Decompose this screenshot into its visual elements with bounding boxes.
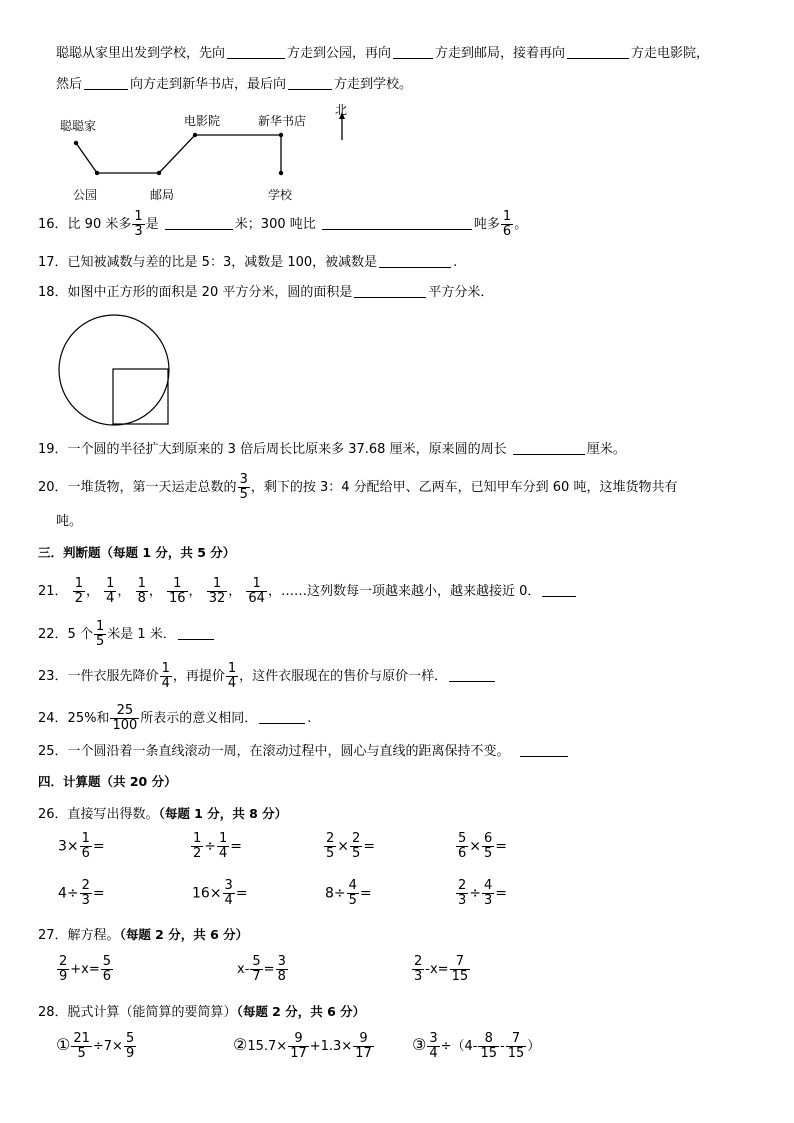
answer-blank[interactable]: [178, 625, 214, 640]
fraction: $\frac{5}{6}$: [458, 831, 467, 861]
fraction: $\frac{3}{5}$: [239, 472, 248, 502]
fraction: $\frac{5}{6}$: [102, 954, 112, 984]
fraction: $\frac{1}{3}$: [134, 209, 143, 239]
label-north: 北: [335, 103, 348, 117]
calc-expr-1: ① $\frac{21}{5}$ ÷7× $\frac{5}{9}$: [56, 1031, 135, 1061]
calc-item-1: 3× $\frac{1}{6}$ =: [58, 831, 105, 861]
fraction: $\frac{6}{5}$: [484, 831, 493, 861]
fraction: $\frac{7}{15}$: [507, 1031, 525, 1061]
q19: 19．一个圆的半径扩大到原来的 3 倍后周长比原来多 37.68 厘米，原来圆的周长 厘米。: [38, 442, 626, 457]
fraction: $\frac{8}{15}$: [480, 1031, 498, 1061]
fraction: $\frac{25}{100}$: [112, 703, 138, 733]
circle-shape: [59, 315, 169, 425]
label-park: 公园: [73, 188, 98, 202]
fraction: $\frac{5}{9}$: [125, 1031, 135, 1061]
fraction: $\frac{1}{2}$: [193, 831, 202, 861]
q22: 22．5 个 $\frac{1}{5}$ 米是 1 米．: [38, 620, 216, 649]
fraction: $\frac{3}{4}$: [429, 1031, 438, 1061]
equation-3: $\frac{2}{3}$ -x= $\frac{7}{15}$: [414, 954, 469, 984]
fraction: $\frac{2}{5}$: [352, 831, 361, 861]
q28: 28．脱式计算（能简算的要简算）（每题 2 分，共 6 分）: [38, 1004, 366, 1020]
answer-blank[interactable]: [449, 667, 495, 682]
fraction: $\frac{1}{4}$: [106, 576, 115, 606]
fraction: $\frac{9}{17}$: [290, 1031, 307, 1061]
fraction: $\frac{2}{5}$: [326, 831, 335, 861]
calc-expr-2: ②15.7× $\frac{9}{17}$ +1.3× $\frac{9}{17}$: [233, 1031, 372, 1061]
fraction: $\frac{2}{3}$: [458, 878, 467, 908]
fraction: $\frac{1}{6}$: [502, 209, 512, 239]
equation-1: $\frac{2}{9}$ +x= $\frac{5}{6}$: [59, 954, 112, 984]
fraction: $\frac{2}{3}$: [414, 954, 423, 984]
calc-expr-3: ③ $\frac{3}{4}$ ÷（4- $\frac{8}{15}$ - $\frac{7}{15}$ ）: [412, 1031, 541, 1061]
fraction: $\frac{1}{6}$: [81, 831, 90, 861]
q24: 24．25%和 $\frac{25}{100}$ 所表示的意义相同． .: [38, 703, 312, 733]
fraction: $\frac{1}{5}$: [95, 619, 105, 649]
fraction: $\frac{2}{3}$: [81, 878, 90, 908]
answer-blank[interactable]: [513, 440, 585, 455]
q23: 23．一件衣服先降价 $\frac{1}{4}$ ，再提价 $\frac{1}{4}$ ，这件衣服现在的售价与原价一样．: [38, 662, 497, 691]
fraction: $\frac{1}{8}$: [137, 576, 146, 606]
equation-2: x- $\frac{5}{7}$ = $\frac{3}{8}$: [237, 954, 286, 984]
fraction: $\frac{5}{7}$: [252, 954, 261, 984]
fraction: $\frac{1}{16}$: [169, 576, 186, 606]
fraction: $\frac{21}{5}$: [73, 1031, 90, 1061]
q18: 18．如图中正方形的面积是 20 平方分米，圆的面积是 平方分米．: [38, 285, 494, 300]
answer-blank[interactable]: [259, 709, 305, 724]
q20-line2: 吨。: [56, 514, 83, 529]
fraction: $\frac{7}{15}$: [451, 954, 469, 984]
calc-item-7: 8÷ $\frac{4}{5}$ =: [325, 878, 372, 908]
q17: 17．已知被减数与差的比是 5：3，减数是 100，被减数是 .: [38, 255, 458, 270]
label-post: 邮局: [150, 188, 175, 202]
fraction: $\frac{1}{4}$: [219, 831, 228, 861]
label-store: 新华书店: [258, 114, 307, 128]
square-shape: [113, 369, 168, 424]
answer-blank[interactable]: [542, 582, 576, 597]
fraction: $\frac{1}{64}$: [248, 576, 265, 606]
q25: 25．一个圆沿着一条直线滚动一周，在滚动过程中，圆心与直线的距离保持不变。: [38, 742, 570, 762]
fraction: $\frac{4}{3}$: [484, 878, 493, 908]
fraction: $\frac{1}{4}$: [227, 661, 237, 691]
calc-item-2: $\frac{1}{2}$ ÷ $\frac{1}{4}$ =: [193, 831, 243, 861]
fraction: $\frac{1}{2}$: [74, 576, 83, 606]
q15-line2: 然后 向方走到新华书店，最后向 方走到学校。: [56, 77, 413, 92]
label-school: 学校: [268, 188, 293, 202]
fraction: $\frac{2}{9}$: [59, 954, 68, 984]
calc-item-8: $\frac{2}{3}$ ÷ $\frac{4}{3}$ =: [458, 878, 508, 908]
fraction: $\frac{3}{8}$: [277, 954, 286, 984]
q20: 20．一堆货物，第一天运走总数的 $\frac{3}{5}$ ，剩下的按 3：4 分配给甲、乙两车，已知甲车分到 60 吨，这堆货物共有: [38, 472, 678, 502]
fraction: $\frac{3}{4}$: [224, 878, 233, 908]
circle-square-figure: [0, 0, 794, 440]
q15-line1: 聪聪从家里出发到学校，先向 方走到公园，再向 方走到邮局，接着再向 方走电影院，: [56, 46, 710, 61]
answer-blank[interactable]: [520, 742, 568, 757]
q16: 16．比 90 米多 $\frac{1}{3}$ 是 米；300 吨比 吨多 $\frac{1}{6}$ 。: [38, 209, 528, 239]
fraction: $\frac{1}{32}$: [208, 576, 226, 606]
fraction: $\frac{9}{17}$: [355, 1031, 372, 1061]
calc-item-5: 4÷ $\frac{2}{3}$ =: [58, 878, 105, 908]
calc-item-6: 16× $\frac{3}{4}$ =: [192, 878, 248, 908]
section-4-title: 四．计算题（共 20 分）: [38, 774, 177, 789]
fraction: $\frac{4}{5}$: [348, 878, 357, 908]
q21: 21． $\frac{1}{2}$ ， $\frac{1}{4}$ ， $\frac{1}{8}$ ， $\frac{1}{16}$ ， $\frac{1}{32}$ ， $\frac{1}{64}$ ，……这列数每一项越来越小，越来越接近 0．: [38, 577, 578, 606]
section-3-title: 三．判断题（每题 1 分，共 5 分）: [38, 545, 236, 560]
fraction: $\frac{1}{4}$: [161, 661, 170, 691]
label-home: 聪聪家: [60, 119, 97, 133]
q26: 26．直接写出得数。（每题 1 分，共 8 分）: [38, 806, 288, 822]
q27: 27．解方程。（每题 2 分，共 6 分）: [38, 927, 249, 943]
calc-item-3: $\frac{2}{5}$ × $\frac{2}{5}$ =: [326, 831, 376, 861]
calc-item-4: $\frac{5}{6}$ × $\frac{6}{5}$ =: [458, 831, 508, 861]
label-cinema: 电影院: [184, 114, 221, 128]
